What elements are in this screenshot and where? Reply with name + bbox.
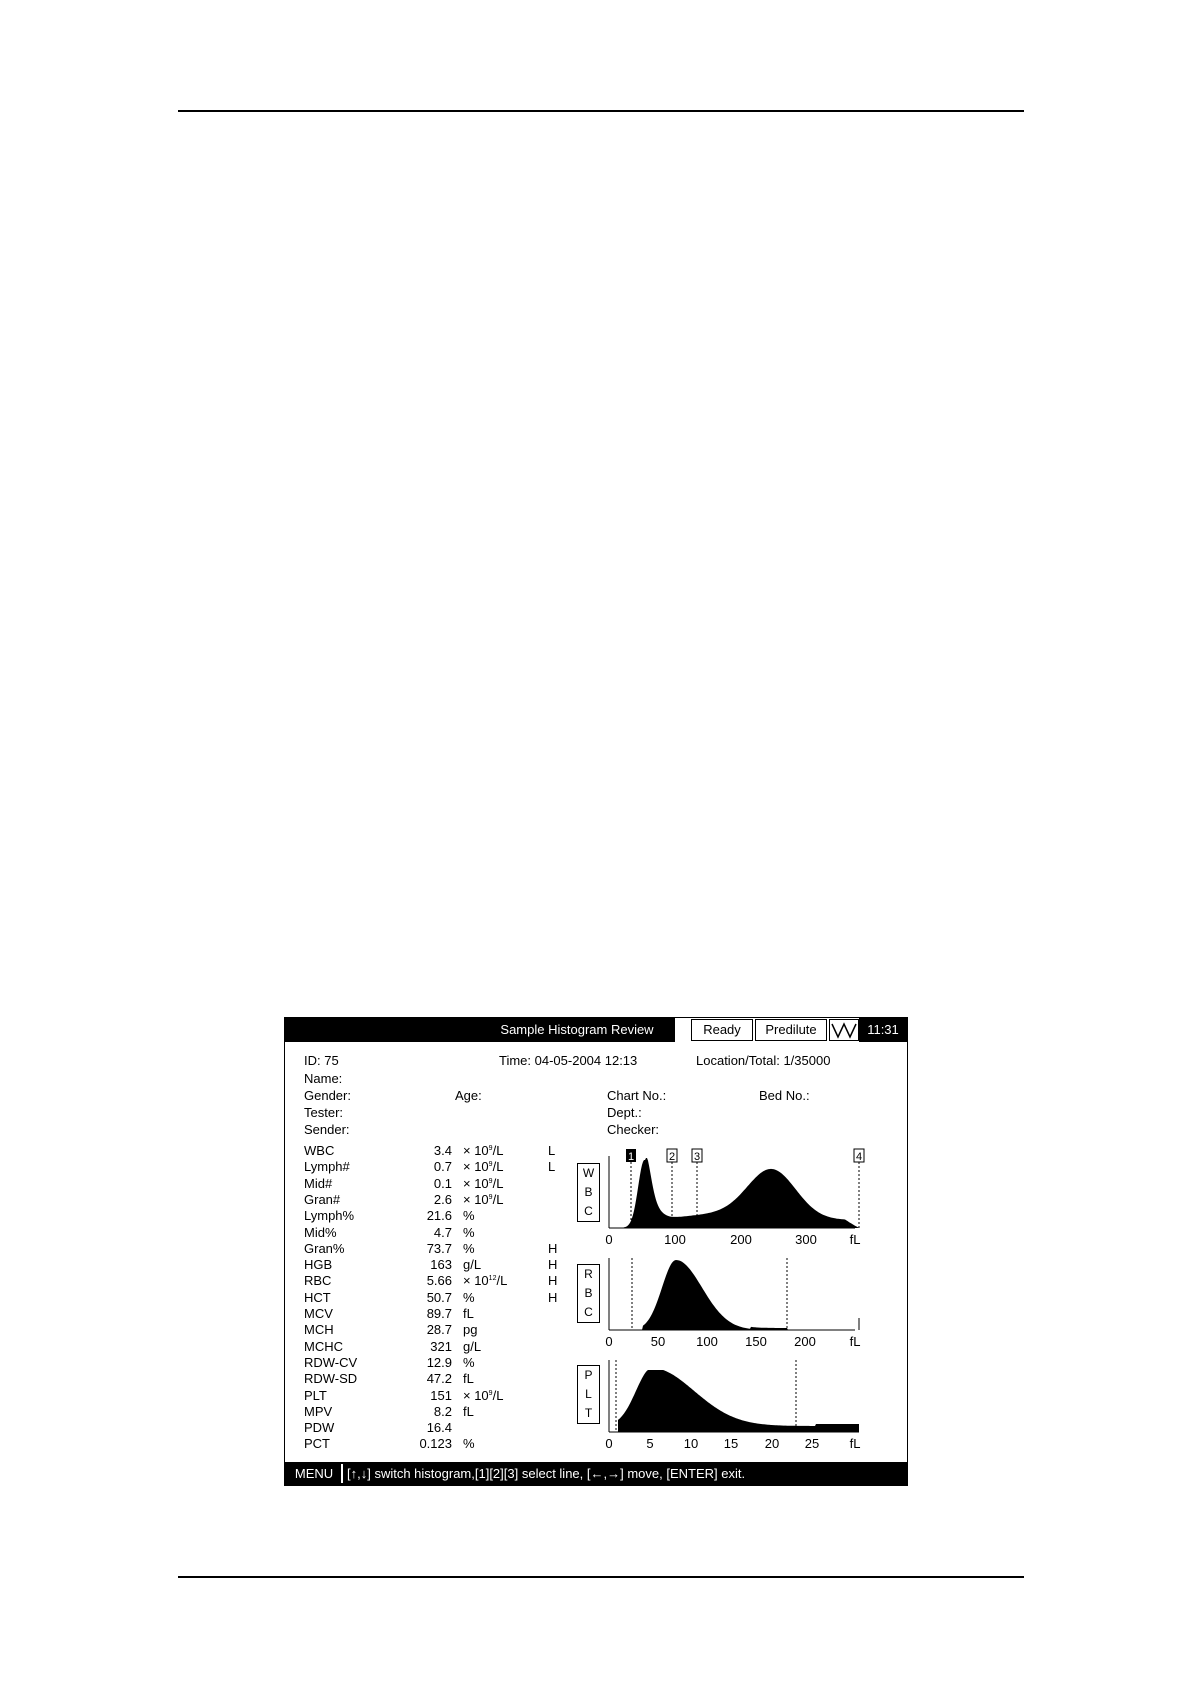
key-hint: [↑,↓] switch histogram,[1][2][3] select line, [←,→] move, [ENTER] exit. xyxy=(347,1466,746,1481)
rbc-distribution xyxy=(641,1260,791,1330)
wbc-letter: B xyxy=(584,1185,593,1199)
result-value: 73.7 xyxy=(426,1240,452,1256)
wbc-marker-2[interactable]: 2 xyxy=(668,1151,676,1163)
menu-button[interactable]: MENU xyxy=(287,1464,343,1483)
rbc-tick: 150 xyxy=(745,1334,767,1348)
result-value: 47.2 xyxy=(426,1371,452,1387)
result-unit xyxy=(463,1404,474,1420)
result-unit-base: × 10 xyxy=(463,1273,489,1289)
wbc-distribution xyxy=(623,1158,859,1228)
result-unit-base: % xyxy=(463,1240,475,1256)
result-name: RDW-CV xyxy=(304,1354,358,1370)
result-unit xyxy=(463,1176,503,1192)
result-name: MCH xyxy=(304,1322,334,1338)
rbc-letter: B xyxy=(584,1286,593,1300)
rbc-tick: 0 xyxy=(605,1334,613,1348)
result-unit xyxy=(463,1192,503,1208)
screen-title: Sample Histogram Review xyxy=(479,1018,675,1042)
result-value: 89.7 xyxy=(426,1306,452,1321)
result-name: Gran% xyxy=(304,1240,345,1256)
result-unit-base: fL xyxy=(463,1371,474,1387)
result-flag: H xyxy=(548,1240,558,1256)
wbc-tick: 300 xyxy=(795,1232,817,1246)
result-name: Lymph# xyxy=(304,1159,350,1175)
rbc-tick: 50 xyxy=(650,1334,666,1348)
plt-letter: P xyxy=(584,1368,593,1382)
wbc-letter: W xyxy=(582,1166,595,1180)
result-value: 163 xyxy=(430,1257,452,1273)
result-unit-base: × 10 xyxy=(463,1159,489,1175)
result-unit-suffix: /L xyxy=(492,1191,504,1207)
bottom-bar xyxy=(285,1462,907,1485)
result-unit-exponent: 9 xyxy=(488,1193,493,1201)
result-flag: H xyxy=(548,1289,558,1305)
result-unit-exponent: 9 xyxy=(488,1145,493,1152)
rbc-tick: 100 xyxy=(696,1334,718,1348)
rbc-unit: fL xyxy=(849,1334,861,1348)
result-value: 12.9 xyxy=(426,1354,452,1370)
wbc-tick: 100 xyxy=(664,1232,686,1246)
result-name: HCT xyxy=(304,1289,331,1305)
result-name: Lymph% xyxy=(304,1208,355,1224)
result-unit-base: g/L xyxy=(463,1257,482,1273)
result-unit-base: × 10 xyxy=(463,1143,489,1158)
result-name: HGB xyxy=(304,1257,333,1273)
result-unit-exponent: 9 xyxy=(488,1177,493,1185)
result-unit-exponent: 12 xyxy=(488,1275,497,1283)
result-unit xyxy=(463,1339,481,1355)
analyzer-screen xyxy=(284,1017,908,1486)
tester-label: Tester: xyxy=(304,1105,344,1120)
result-unit xyxy=(463,1388,503,1404)
plt-tick: 10 xyxy=(683,1436,699,1450)
result-unit-base: % xyxy=(463,1289,475,1305)
result-name: MCHC xyxy=(304,1338,343,1354)
clock: 11:31 xyxy=(859,1018,907,1042)
mode-predilute: Predilute xyxy=(755,1019,827,1041)
result-unit xyxy=(463,1306,474,1322)
result-unit-suffix: /L xyxy=(496,1273,508,1289)
result-unit-base: g/L xyxy=(463,1338,482,1354)
plt-letter: T xyxy=(584,1406,593,1420)
result-unit-base: % xyxy=(463,1436,475,1452)
plt-tick: 0 xyxy=(605,1436,613,1450)
wbc-marker-3[interactable]: 3 xyxy=(693,1151,701,1163)
result-name: Mid# xyxy=(304,1175,333,1191)
sender-label: Sender: xyxy=(304,1122,350,1137)
result-value: 16.4 xyxy=(426,1420,452,1436)
plt-tick: 20 xyxy=(764,1436,780,1450)
gender-label: Gender: xyxy=(304,1088,351,1103)
result-unit-base: × 10 xyxy=(463,1175,489,1191)
result-name: RDW-SD xyxy=(304,1371,358,1387)
bed-no-label: Bed No.: xyxy=(759,1088,810,1103)
top-rule xyxy=(178,110,1024,112)
result-value: 0.7 xyxy=(433,1159,452,1175)
result-unit xyxy=(463,1241,475,1257)
result-unit-suffix: /L xyxy=(492,1159,504,1175)
result-unit xyxy=(463,1143,503,1159)
bottom-rule xyxy=(178,1576,1024,1578)
chart-no-label: Chart No.: xyxy=(607,1088,667,1103)
result-unit xyxy=(463,1290,475,1306)
result-unit xyxy=(463,1371,474,1387)
result-value: 2.6 xyxy=(433,1191,452,1207)
name-label: Name: xyxy=(304,1071,343,1086)
wbc-tick: 0 xyxy=(605,1232,613,1246)
plt-histogram[interactable] xyxy=(605,1350,901,1450)
result-unit-suffix: /L xyxy=(492,1387,504,1403)
rbc-label-box xyxy=(577,1264,600,1323)
result-name: MPV xyxy=(304,1403,333,1419)
result-unit-base: pg xyxy=(463,1322,478,1338)
wave-icon xyxy=(829,1019,859,1041)
result-name: RBC xyxy=(304,1273,332,1289)
result-value: 4.7 xyxy=(433,1224,452,1240)
result-name: WBC xyxy=(304,1143,335,1158)
result-unit xyxy=(463,1257,481,1273)
result-name: MCV xyxy=(304,1306,333,1321)
result-unit xyxy=(463,1355,475,1371)
result-flag: H xyxy=(548,1273,558,1289)
result-unit-exponent: 9 xyxy=(488,1389,493,1397)
rbc-histogram[interactable] xyxy=(605,1248,901,1348)
result-value: 21.6 xyxy=(426,1208,452,1224)
title-bar-left xyxy=(285,1018,479,1042)
result-unit-base: % xyxy=(463,1208,475,1224)
result-name: Gran# xyxy=(304,1191,341,1207)
plt-label-box xyxy=(577,1365,600,1424)
result-name: PDW xyxy=(304,1420,335,1436)
wbc-tick: 200 xyxy=(730,1232,752,1246)
result-unit xyxy=(463,1159,503,1175)
result-value: 28.7 xyxy=(426,1322,452,1338)
result-flag: L xyxy=(548,1159,556,1175)
dept-label: Dept.: xyxy=(607,1105,642,1120)
result-value: 0.1 xyxy=(433,1175,452,1191)
result-value: 151 xyxy=(430,1387,452,1403)
rbc-tick: 200 xyxy=(794,1334,816,1348)
result-unit xyxy=(463,1322,477,1338)
result-flag: L xyxy=(548,1143,556,1158)
wbc-marker-4[interactable]: 4 xyxy=(855,1151,863,1163)
result-name: PLT xyxy=(304,1387,327,1403)
result-value: 50.7 xyxy=(426,1289,452,1305)
result-unit xyxy=(463,1208,475,1224)
plt-tick: 15 xyxy=(723,1436,739,1450)
rbc-letter: C xyxy=(584,1305,593,1319)
result-unit-exponent: 9 xyxy=(488,1161,493,1169)
result-name: PCT xyxy=(304,1436,330,1452)
result-unit xyxy=(463,1273,507,1289)
wbc-letter: C xyxy=(584,1204,593,1218)
age-label: Age: xyxy=(455,1088,482,1103)
plt-unit: fL xyxy=(849,1436,861,1450)
plt-letter: L xyxy=(585,1387,592,1401)
result-value: 0.123 xyxy=(419,1436,452,1452)
result-unit xyxy=(463,1225,475,1241)
waveform-icon xyxy=(830,1020,858,1040)
result-name: Mid% xyxy=(304,1224,337,1240)
rbc-letter: R xyxy=(584,1267,593,1281)
wbc-marker-1[interactable]: 1 xyxy=(627,1151,635,1163)
wbc-histogram[interactable] xyxy=(605,1146,901,1246)
plt-tick: 25 xyxy=(804,1436,820,1450)
checker-label: Checker: xyxy=(607,1122,660,1137)
result-unit-base: fL xyxy=(463,1306,474,1321)
result-unit-suffix: /L xyxy=(492,1175,504,1191)
result-value: 5.66 xyxy=(426,1273,452,1289)
sample-id: ID: 75 xyxy=(304,1053,339,1068)
location-total: Location/Total: 1/35000 xyxy=(696,1053,831,1068)
sample-time: Time: 04-05-2004 12:13 xyxy=(499,1053,638,1068)
result-unit-base: % xyxy=(463,1224,475,1240)
result-value: 8.2 xyxy=(433,1403,452,1419)
result-unit-base: × 10 xyxy=(463,1387,489,1403)
result-unit xyxy=(463,1436,475,1452)
result-unit-base: % xyxy=(463,1354,475,1370)
result-unit-suffix: /L xyxy=(492,1143,504,1158)
status-ready: Ready xyxy=(691,1019,753,1041)
result-unit-base: × 10 xyxy=(463,1191,489,1207)
result-unit-base: fL xyxy=(463,1403,474,1419)
wbc-unit: fL xyxy=(849,1232,861,1246)
plt-tick: 5 xyxy=(646,1436,654,1450)
plt-distribution xyxy=(618,1370,859,1432)
result-value: 3.4 xyxy=(433,1143,452,1158)
result-flag: H xyxy=(548,1257,558,1273)
wbc-label-box xyxy=(577,1163,600,1222)
result-value: 321 xyxy=(430,1338,452,1354)
